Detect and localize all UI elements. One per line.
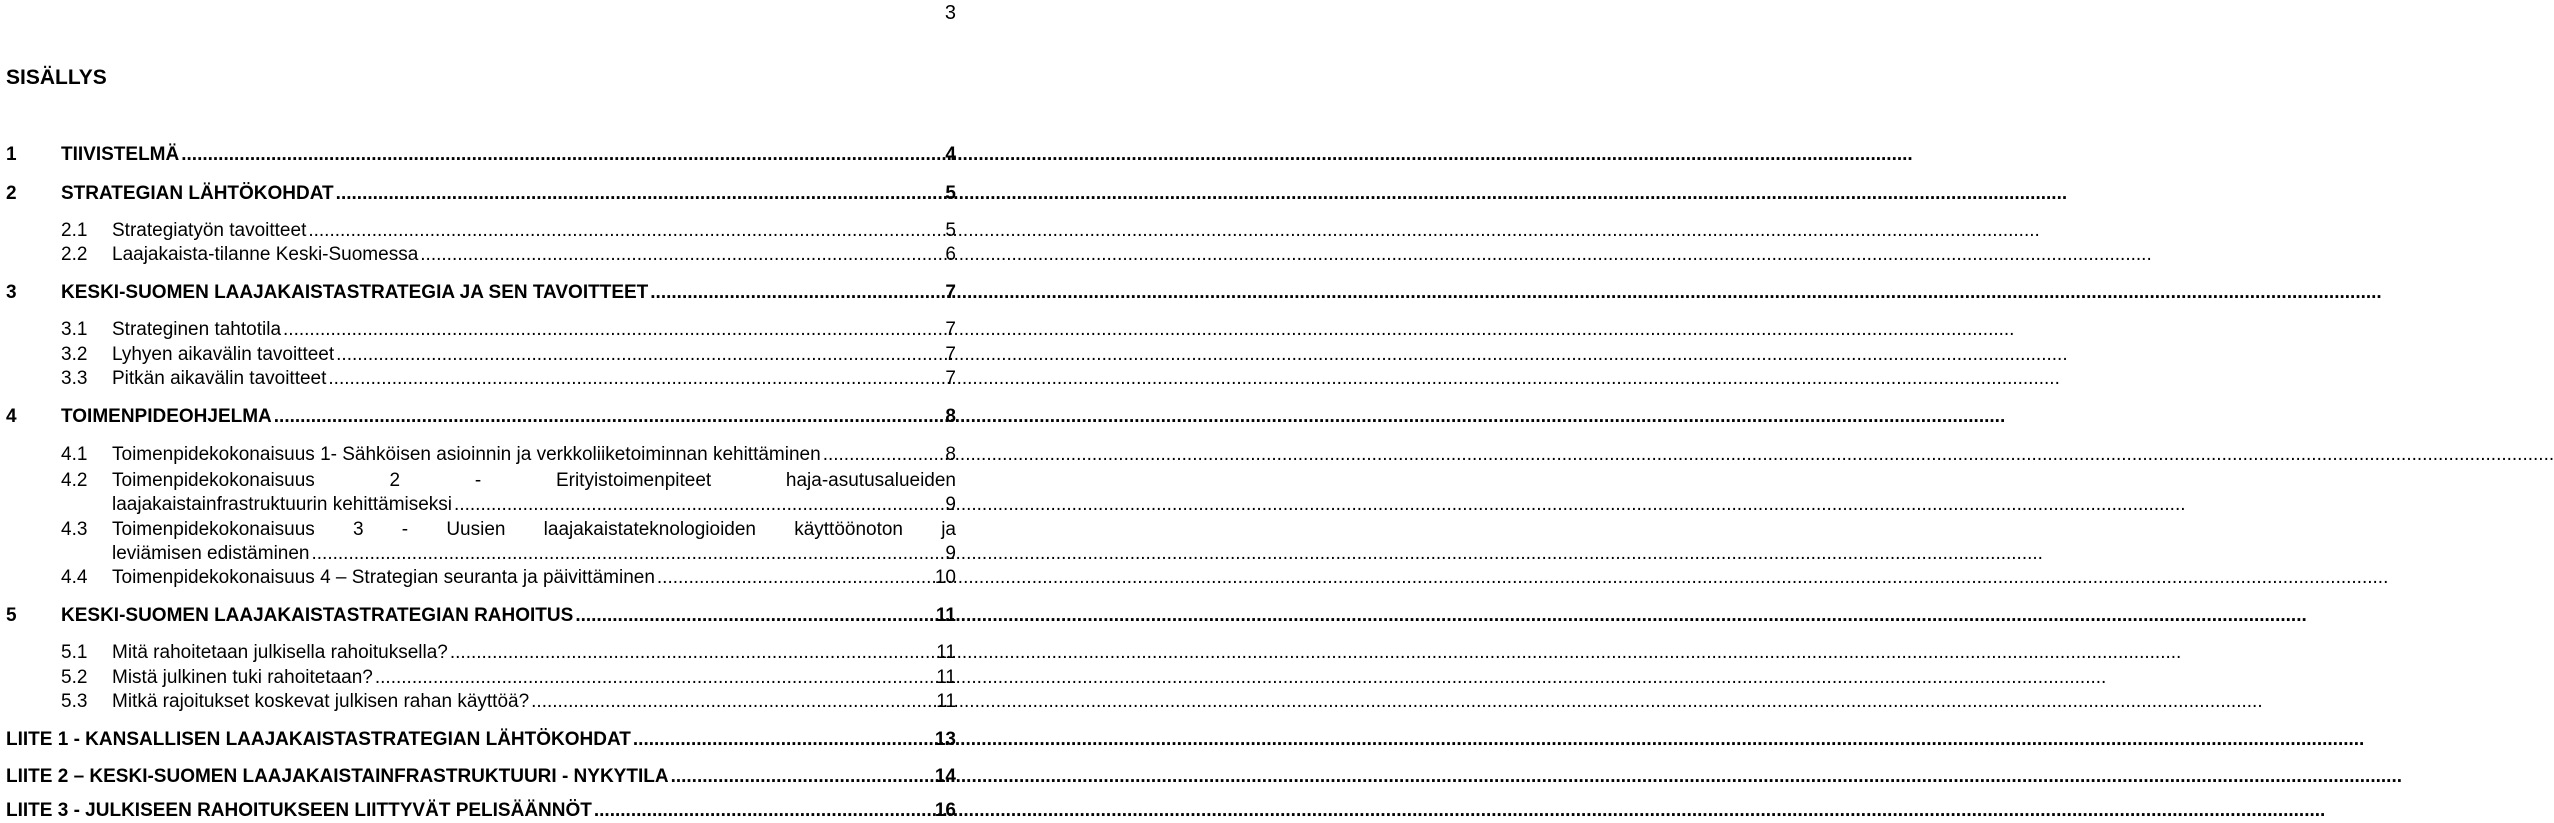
toc-entry-title: LIITE 2 – KESKI-SUOMEN LAAJAKAISTAINFRASTRUKTUURI - NYKYTILA <box>6 766 669 787</box>
toc-dot-leader <box>633 728 933 752</box>
toc-entry-3-1[interactable] <box>6 318 956 342</box>
toc-entry-page: 16 <box>934 800 956 821</box>
toc-dot-leader <box>454 493 943 517</box>
toc-entry-appendix-2[interactable] <box>6 765 956 789</box>
toc-entry-page: 9 <box>945 494 956 515</box>
toc-entry-title: TIIVISTELMÄ <box>61 144 180 165</box>
toc-entry-number: 5.3 <box>61 691 88 712</box>
toc-entry-2-2[interactable] <box>6 243 956 267</box>
toc-entry-4-4[interactable] <box>6 566 956 590</box>
toc-entry-title: Mitkä rajoitukset koskevat julkisen rahan käyttöä? <box>112 691 530 712</box>
toc-entry-page: 8 <box>945 406 956 427</box>
toc-dot-leader <box>531 690 934 714</box>
toc-dot-leader <box>283 318 943 342</box>
toc-entry-page: 8 <box>945 444 956 465</box>
page-number: 3 <box>944 2 956 24</box>
toc-entry-title: Strateginen tahtotila <box>112 319 282 340</box>
toc-entry-page: 7 <box>945 282 956 303</box>
toc-entry-page: 11 <box>935 605 956 626</box>
toc-entry-number: 4.4 <box>61 567 88 588</box>
toc-entry-appendix-3[interactable] <box>6 799 956 823</box>
toc-entry-3[interactable] <box>6 281 956 305</box>
toc-dot-leader <box>308 219 943 243</box>
toc-entry-number: 1 <box>6 144 17 165</box>
toc-entry-2[interactable] <box>6 182 956 206</box>
toc-dot-leader <box>375 666 934 690</box>
toc-dot-leader <box>274 405 944 429</box>
toc-dot-leader <box>420 243 943 267</box>
toc-entry-number: 5.2 <box>61 667 88 688</box>
toc-entry-title: LIITE 1 - KANSALLISEN LAAJAKAISTASTRATEGIAN LÄHTÖKOHDAT <box>6 729 631 750</box>
toc-heading: SISÄLLYS <box>6 66 107 89</box>
toc-entry-page: 6 <box>945 244 956 265</box>
toc-entry-title-line2: laajakaistainfrastruktuurin kehittämiseksi <box>112 494 453 515</box>
toc-entry-number: 5.1 <box>61 642 88 663</box>
toc-dot-leader <box>336 343 943 367</box>
toc-dot-leader <box>650 281 943 305</box>
toc-entry-page: 11 <box>936 691 956 712</box>
toc-entry-number: 5 <box>6 605 17 626</box>
toc-dot-leader <box>823 443 944 467</box>
toc-entry-title: Laajakaista-tilanne Keski-Suomessa <box>112 244 419 265</box>
toc-entry-5-3[interactable] <box>6 690 956 714</box>
toc-entry-title: Mitä rahoitetaan julkisella rahoituksella? <box>112 642 448 663</box>
toc-entry-4-1[interactable] <box>6 443 956 467</box>
toc-entry-4-3-continuation[interactable] <box>112 542 956 566</box>
toc-dot-leader <box>181 143 943 167</box>
toc-entry-page: 5 <box>945 220 956 241</box>
toc-entry-5-2[interactable] <box>6 666 956 690</box>
toc-dot-leader <box>450 641 934 665</box>
toc-entry-appendix-1[interactable] <box>6 728 956 752</box>
toc-entry-number: 4.1 <box>61 444 88 465</box>
toc-entry-number: 4 <box>6 406 17 427</box>
toc-entry-title: Strategiatyön tavoitteet <box>112 220 307 241</box>
toc-entry-title-line2: leviämisen edistäminen <box>112 543 310 564</box>
toc-entry-title-line1: Toimenpidekokonaisuus 3 - Uusien laajakaistateknologioiden käyttöönoton ja <box>112 519 956 540</box>
toc-entry-title: STRATEGIAN LÄHTÖKOHDAT <box>61 183 334 204</box>
toc-entry-title: Lyhyen aikavälin tavoitteet <box>112 344 335 365</box>
toc-entry-title: LIITE 3 - JULKISEEN RAHOITUKSEEN LIITTYVÄT PELISÄÄNNÖT <box>6 800 592 821</box>
toc-entry-number: 3.1 <box>61 319 88 340</box>
toc-entry-5[interactable] <box>6 604 956 628</box>
toc-dot-leader <box>594 799 933 823</box>
toc-dot-leader <box>336 182 944 206</box>
toc-entry-title: KESKI-SUOMEN LAAJAKAISTASTRATEGIAN RAHOITUS <box>61 605 574 626</box>
toc-dot-leader <box>657 566 933 590</box>
toc-entry-4[interactable] <box>6 405 956 429</box>
toc-entry-page: 9 <box>945 543 956 564</box>
toc-entry-3-2[interactable] <box>6 343 956 367</box>
toc-entry-title: Toimenpidekokonaisuus 1- Sähköisen asioinnin ja verkkoliiketoiminnan kehittäminen <box>112 444 821 465</box>
toc-entry-number: 2.2 <box>61 244 88 265</box>
toc-entry-page: 7 <box>945 368 956 389</box>
toc-entry-page: 7 <box>945 319 956 340</box>
toc-dot-leader <box>328 367 943 391</box>
toc-entry-number: 3 <box>6 282 17 303</box>
toc-entry-number: 4.2 <box>61 470 88 491</box>
toc-entry-4-2[interactable] <box>6 469 956 493</box>
toc-entry-page: 11 <box>936 642 956 663</box>
toc-dot-leader <box>671 765 933 789</box>
toc-dot-leader <box>575 604 934 628</box>
toc-entry-title-line1: Toimenpidekokonaisuus 2 - Erityistoimenpiteet haja-asutusalueiden <box>112 470 956 491</box>
toc-entry-title: Mistä julkinen tuki rahoitetaan? <box>112 667 373 688</box>
toc-entry-title: KESKI-SUOMEN LAAJAKAISTASTRATEGIA JA SEN TAVOITTEET <box>61 282 649 303</box>
toc-dot-leader <box>312 542 944 566</box>
toc-entry-page: 7 <box>945 344 956 365</box>
toc-entry-page: 11 <box>936 667 956 688</box>
toc-entry-4-3[interactable] <box>6 518 956 542</box>
toc-entry-2-1[interactable] <box>6 219 956 243</box>
toc-entry-number: 2 <box>6 183 17 204</box>
toc-entry-number: 2.1 <box>61 220 88 241</box>
toc-entry-number: 4.3 <box>61 519 88 540</box>
toc-entry-3-3[interactable] <box>6 367 956 391</box>
toc-entry-page: 5 <box>945 183 956 204</box>
toc-entry-1[interactable] <box>6 143 956 167</box>
toc-entry-page: 4 <box>945 144 956 165</box>
toc-entry-4-2-continuation[interactable] <box>112 493 956 517</box>
toc-entry-number: 3.3 <box>61 368 88 389</box>
toc-entry-number: 3.2 <box>61 344 88 365</box>
toc-entry-page: 13 <box>934 729 956 750</box>
toc-entry-page: 10 <box>934 567 956 588</box>
toc-entry-title: Toimenpidekokonaisuus 4 – Strategian seuranta ja päivittäminen <box>112 567 655 588</box>
toc-entry-title: TOIMENPIDEOHJELMA <box>61 406 272 427</box>
toc-entry-title: Pitkän aikavälin tavoitteet <box>112 368 327 389</box>
toc-entry-page: 14 <box>934 766 956 787</box>
toc-entry-5-1[interactable] <box>6 641 956 665</box>
